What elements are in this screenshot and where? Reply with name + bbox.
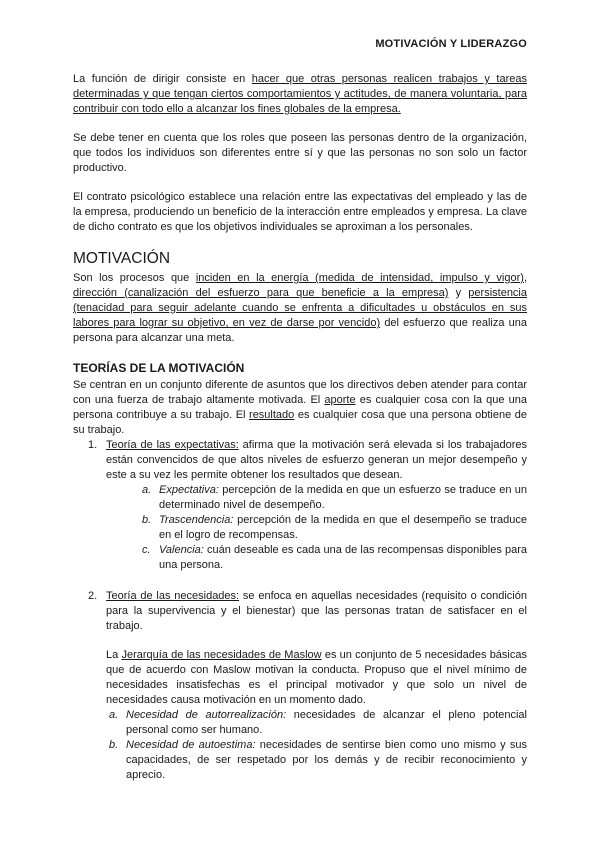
teorias-heading: TEORÍAS DE LA MOTIVACIÓN xyxy=(73,361,245,375)
list-item xyxy=(106,543,527,573)
sub-item-text: cuán deseable es cada una de las recompensas disponibles para una persona. xyxy=(159,544,527,571)
teorias-list xyxy=(73,438,527,783)
sub-item-text: necesidades de alcanzar el pleno potencial personal como ser humano. xyxy=(126,709,527,736)
intro-paragraph-3: El contrato psicológico establece una relación entre las expectativas del empleado y las de la empresa, produciendo un beneficio de la interacción entre empleados y empresa. La clave de dicho contrato es que los objetivos individuales se aproximan a los personales. xyxy=(73,191,527,233)
teoria-expectativas-text: afirma que la motivación será elevada si los trabajadores están convencidos de que altos niveles de esfuerzo generan un mejor desempeño y este a su vez les permite obtener los resultados que desean. xyxy=(106,439,527,481)
teorias-aporte: aporte xyxy=(324,394,356,406)
list-item xyxy=(106,513,527,543)
motivacion-text-4: del esfuerzo que realiza una persona para alcanzar una meta. xyxy=(73,317,527,344)
list-item xyxy=(73,589,527,783)
expectativas-sublist xyxy=(106,483,527,573)
sub-item-term: Valencia: xyxy=(159,544,204,556)
page-header-title: MOTIVACIÓN Y LIDERAZGO xyxy=(375,38,527,50)
teoria-necesidades-text: se enfoca en aquellas necesidades (requisito o condición para la supervivencia y el bienestar) que las personas tratan de satisfacer en el trabajo. xyxy=(106,590,527,632)
sub-item-letter: b. xyxy=(109,739,119,751)
motivacion-text-2: , xyxy=(523,272,527,284)
list-item xyxy=(106,708,527,738)
maslow-text-pre: La xyxy=(106,649,122,661)
sub-item-term: Expectativa: xyxy=(159,484,219,496)
maslow-text-post: es un conjunto de 5 necesidades básicas que de acuerdo con Maslow motivan la conducta. Propuso que el nivel mínimo de necesidades insatisfechas es el principal motivador y que solo un nivel de necesidades causa motivación en un momento dado. xyxy=(106,649,527,706)
document-body xyxy=(73,72,527,783)
sub-item-term: Necesidad de autoestima: xyxy=(126,739,256,751)
motivacion-heading: MOTIVACIÓN xyxy=(73,250,171,267)
teorias-section xyxy=(73,360,527,783)
sub-item-term: Necesidad de autorrealización: xyxy=(126,709,287,721)
necesidades-sublist xyxy=(106,708,527,783)
teoria-necesidades-title: Teoría de las necesidades: xyxy=(106,590,240,602)
list-item-number: 2. xyxy=(88,590,98,602)
sub-item-text: percepción de la medida en que el desempeño se traduce en el logro de recompensas. xyxy=(159,514,527,541)
motivacion-text-3: y xyxy=(448,287,469,299)
intro-p1-text: La función de dirigir consiste en xyxy=(73,73,252,85)
motivacion-text-1: Son los procesos que xyxy=(73,272,196,284)
motivacion-paragraph xyxy=(73,271,527,346)
intro-paragraph-1 xyxy=(73,72,527,117)
sub-item-letter: c. xyxy=(142,544,151,556)
list-item-number: 1. xyxy=(88,439,98,451)
teorias-text-3: es cualquier cosa que una persona obtiene de su trabajo. xyxy=(73,409,527,436)
intro-paragraph-2: Se debe tener en cuenta que los roles que poseen las personas dentro de la organización, que todos los individuos son diferentes entre sí y que las personas no son solo un factor productivo. xyxy=(73,132,527,174)
maslow-hierarchy: Jerarquía de las necesidades de Maslow xyxy=(121,649,322,661)
sub-item-text: percepción de la medida en que un esfuerzo se traduce en un determinado nivel de desempeño. xyxy=(159,484,527,511)
maslow-paragraph xyxy=(106,648,527,708)
motivacion-persistencia: persistencia (tenacidad para seguir adelante cuando se enfrenta a dificultades u obstáculos en sus labores para lograr su objetivo, en vez de darse por vencido) xyxy=(73,287,527,329)
teorias-text-1: Se centran en un conjunto diferente de asuntos que los directivos deben atender para contar con una fuerza de trabajo altamente motivada. El xyxy=(73,379,527,406)
motivacion-direccion: dirección (canalización del esfuerzo para que beneficie a la empresa) xyxy=(73,287,449,299)
intro-p1-underlined: hacer que otras personas realicen trabajos y tareas determinadas y que tengan ciertos comportamientos y actitudes, de manera voluntaria, para contribuir con todo ello a alcanzar los fines globales de la empresa. xyxy=(73,73,527,115)
motivacion-energia: inciden en la energía (medida de intensidad, impulso y vigor) xyxy=(195,272,524,284)
teoria-expectativas-title: Teoría de las expectativas: xyxy=(106,439,239,451)
sub-item-letter: a. xyxy=(142,484,152,496)
sub-item-letter: b. xyxy=(142,514,152,526)
teorias-intro-paragraph xyxy=(73,378,527,438)
teorias-text-2: es cualquier cosa con la que una persona contribuye a su trabajo. El xyxy=(73,394,527,421)
teorias-resultado: resultado xyxy=(249,409,295,421)
sub-item-term: Trascendencia: xyxy=(159,514,234,526)
list-item xyxy=(106,483,527,513)
list-item xyxy=(73,438,527,589)
list-item xyxy=(106,738,527,783)
sub-item-text: necesidades de sentirse bien como uno mismo y sus capacidades, de ser respetado por los demás y de recibir reconocimiento y aprecio. xyxy=(126,739,528,781)
sub-item-letter: a. xyxy=(109,709,119,721)
